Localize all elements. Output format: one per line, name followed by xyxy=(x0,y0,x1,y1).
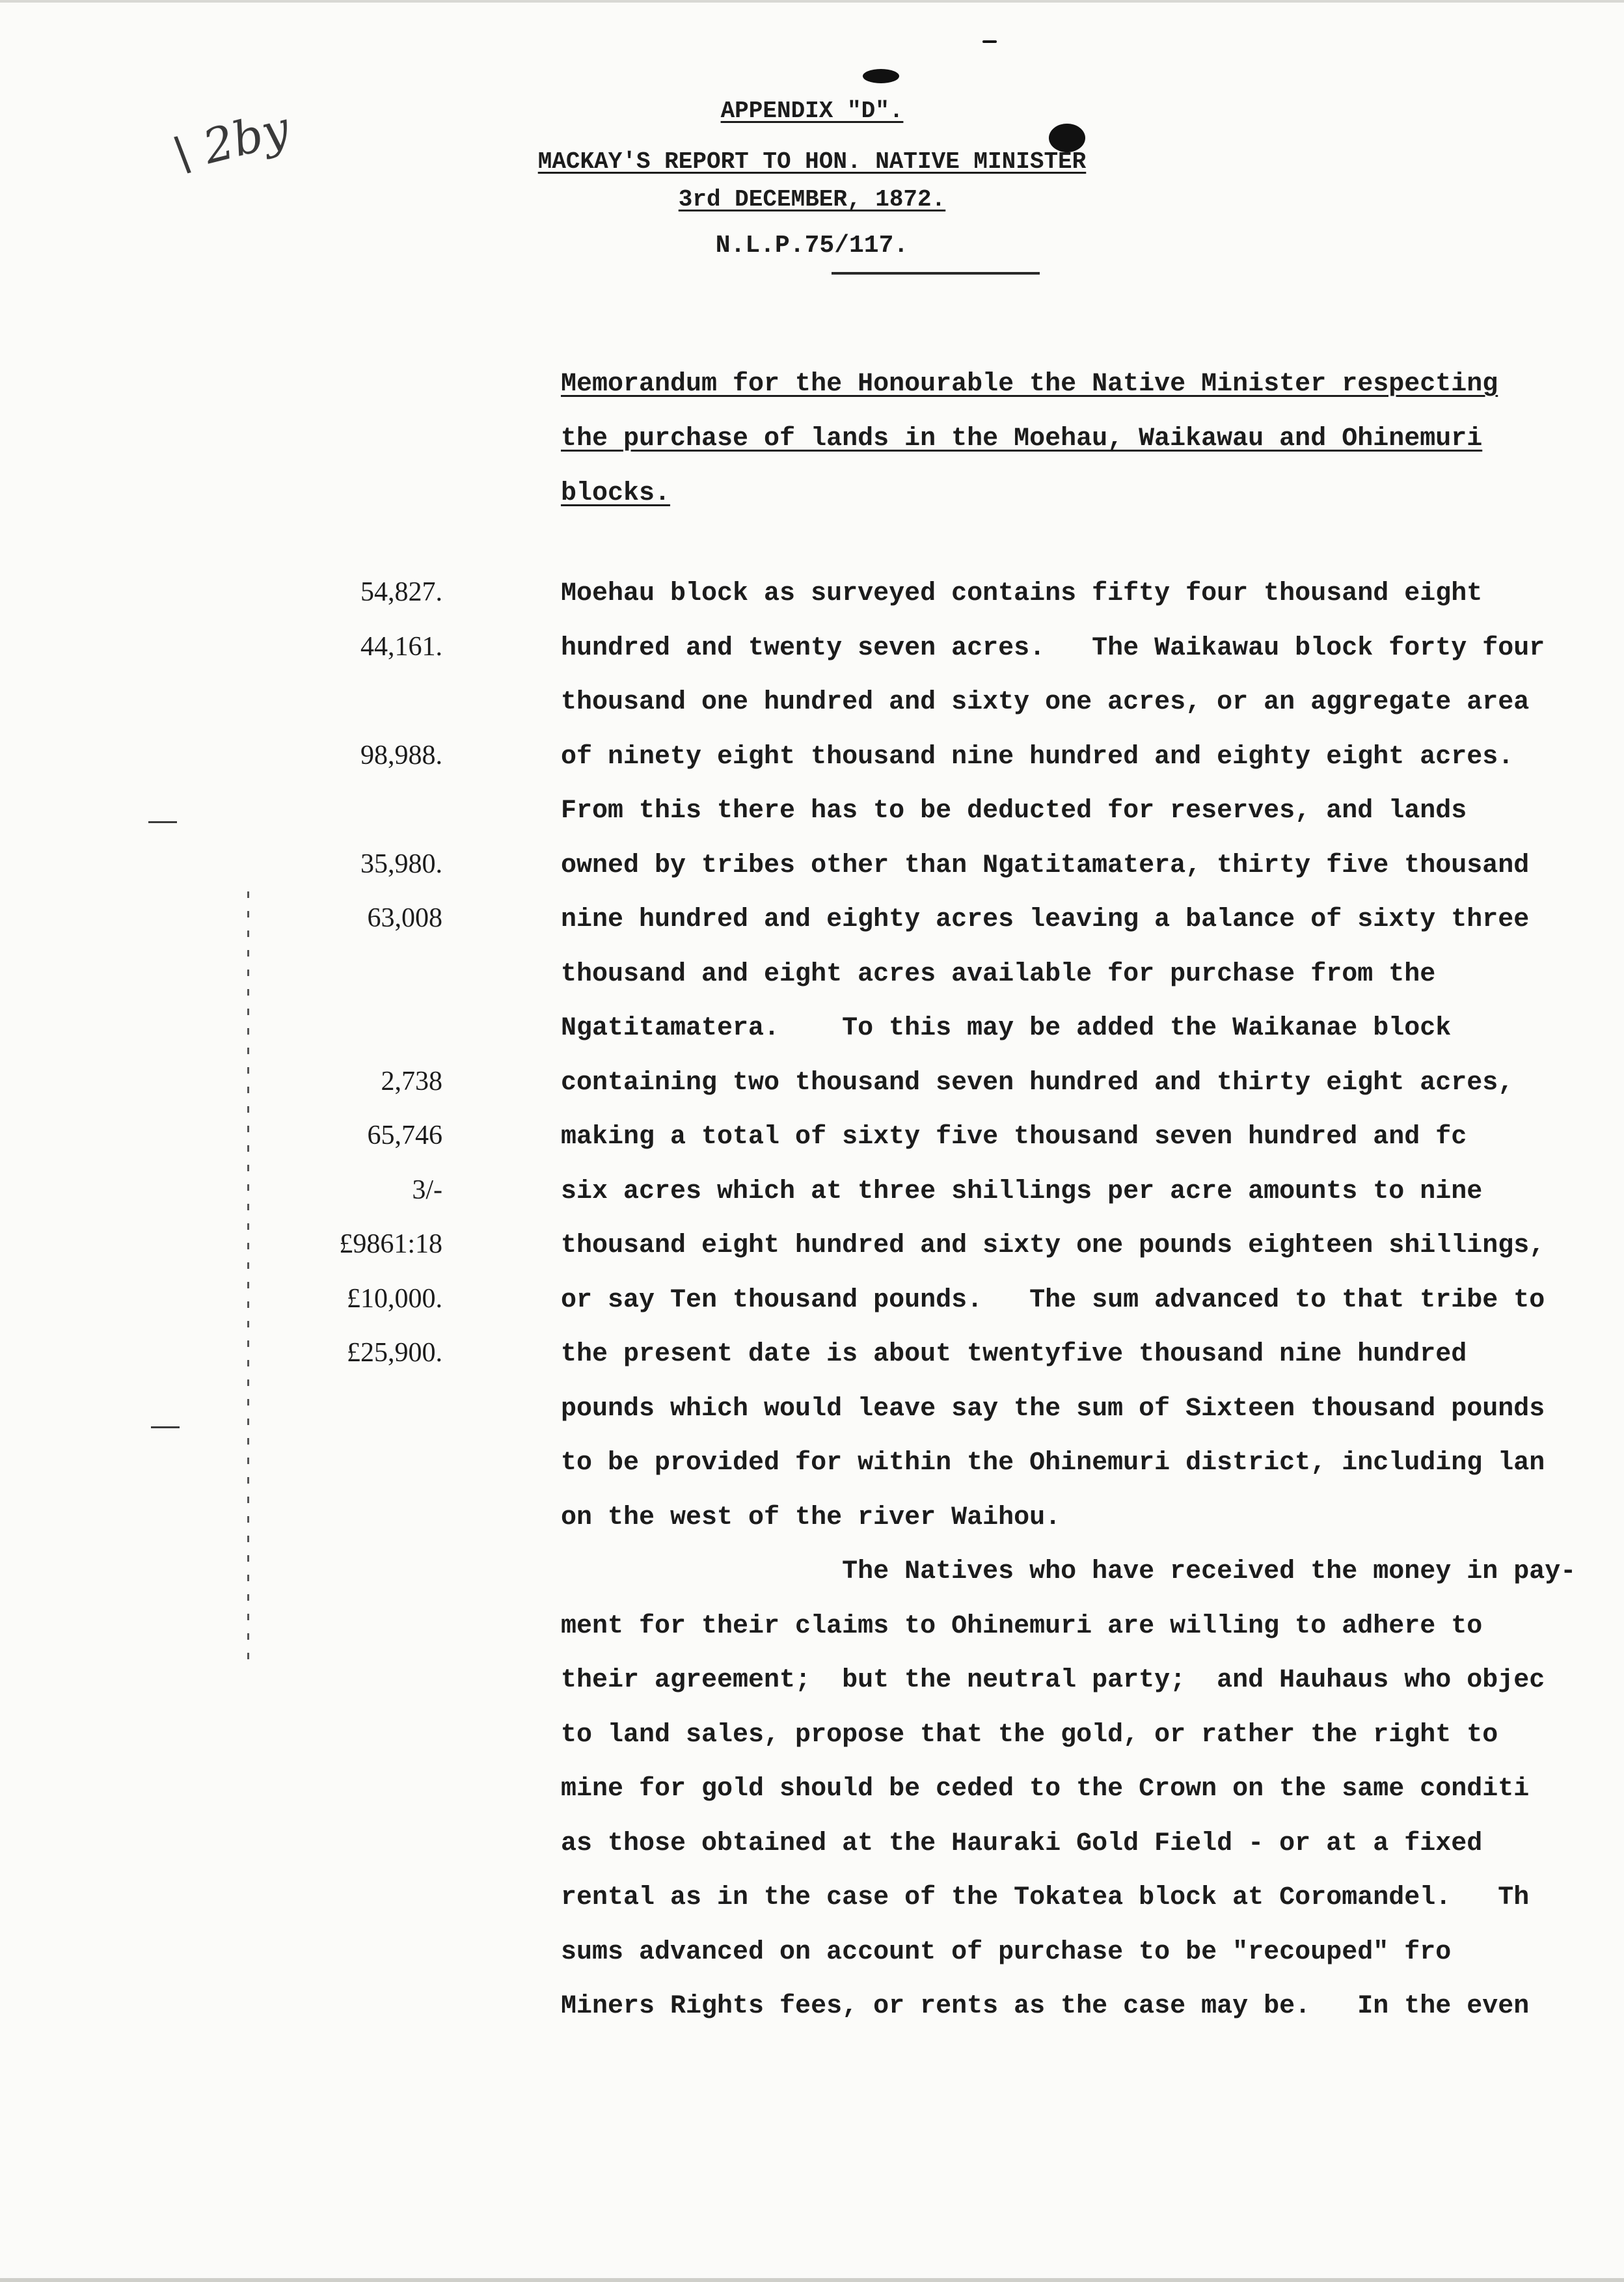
memo-body-line: their agreement; but the neutral party; and Hauhaus who objec xyxy=(561,1666,1545,1695)
memo-body-line: of ninety eight thousand nine hundred and eighty eight acres. xyxy=(561,742,1514,772)
memo-body-line: making a total of sixty five thousand seven hundred and fc xyxy=(561,1122,1467,1152)
memo-body-line: mine for gold should be ceded to the Crown on the same conditi xyxy=(561,1774,1530,1804)
memo-body-line: thousand one hundred and sixty one acres, or an aggregate area xyxy=(561,688,1530,717)
memo-body-line: Moehau block as surveyed contains fifty four thousand eight xyxy=(561,579,1483,608)
memo-body-line: containing two thousand seven hundred and thirty eight acres, xyxy=(561,1068,1514,1098)
memo-body-line: as those obtained at the Hauraki Gold Field - or at a fixed xyxy=(561,1828,1483,1858)
page-bottom-edge xyxy=(0,2278,1624,2282)
margin-figure: 54,827. xyxy=(360,577,442,607)
memo-body-line: owned by tribes other than Ngatitamatera, thirty five thousand xyxy=(561,850,1530,880)
margin-figure: 3/- xyxy=(412,1175,442,1205)
memo-body-line: sums advanced on account of purchase to be "recouped" fro xyxy=(561,1937,1452,1967)
memo-body-line: thousand eight hundred and sixty one pounds eighteen shillings, xyxy=(561,1231,1545,1260)
margin-figure: 44,161. xyxy=(360,631,442,662)
memo-body-line: nine hundred and eighty acres leaving a balance of sixty three xyxy=(561,905,1530,934)
memo-body-line: pounds which would leave say the sum of Sixteen thousand pounds xyxy=(561,1394,1545,1424)
memo-body-line: to land sales, propose that the gold, or rather the right to xyxy=(561,1720,1498,1750)
margin-figure: £9861:18 xyxy=(339,1229,442,1259)
page-top-edge xyxy=(0,0,1624,3)
memo-title-line: Memorandum for the Honourable the Native Minister respecting xyxy=(561,370,1498,399)
reference-number: N.L.P.75/117. xyxy=(715,232,909,260)
memo-body-line: the present date is about twentyfive thousand nine hundred xyxy=(561,1340,1467,1369)
report-title: MACKAY'S REPORT TO HON. NATIVE MINISTER xyxy=(537,148,1087,175)
memo-title-line: the purchase of lands in the Moehau, Waikawau and Ohinemuri xyxy=(561,424,1483,454)
ink-speck xyxy=(982,40,997,43)
report-date: 3rd DECEMBER, 1872. xyxy=(678,186,946,213)
margin-figure: 63,008 xyxy=(367,903,442,933)
appendix-heading: APPENDIX "D". xyxy=(720,98,904,124)
memo-body-line: thousand and eight acres available for purchase from the xyxy=(561,959,1436,989)
memo-title-line: blocks. xyxy=(561,479,671,508)
memo-body-line: hundred and twenty seven acres. The Waikawau block forty four xyxy=(561,633,1545,663)
memo-body-line: From this there has to be deducted for reserves, and lands xyxy=(561,796,1467,826)
margin-figure: £10,000. xyxy=(347,1283,442,1314)
memo-body-line: rental as in the case of the Tokatea block at Coromandel. Th xyxy=(561,1883,1530,1912)
memo-body-line: or say Ten thousand pounds. The sum advanced to that tribe to xyxy=(561,1285,1545,1315)
binding-edge xyxy=(247,891,249,1672)
memo-body-line: The Natives who have received the money in pay- xyxy=(561,1557,1577,1586)
reference-underline xyxy=(832,272,1040,275)
margin-tick xyxy=(151,1426,180,1428)
margin-figure: 98,988. xyxy=(360,740,442,770)
memo-body-line: to be provided for within the Ohinemuri district, including lan xyxy=(561,1448,1545,1478)
memo-body-line: Ngatitamatera. To this may be added the Waikanae block xyxy=(561,1014,1452,1043)
memo-body-line: on the west of the river Waihou. xyxy=(561,1502,1061,1532)
memo-body-line: Miners Rights fees, or rents as the case may be. In the even xyxy=(561,1992,1530,2021)
memo-body-line: six acres which at three shillings per acre amounts to nine xyxy=(561,1176,1483,1206)
margin-tick xyxy=(148,821,177,823)
ink-blot xyxy=(863,69,899,83)
handwritten-annotation: \ 2by xyxy=(168,100,295,182)
memo-body-line: ment for their claims to Ohinemuri are willing to adhere to xyxy=(561,1611,1483,1641)
margin-figure: 35,980. xyxy=(360,849,442,879)
margin-figure: 2,738 xyxy=(381,1066,442,1096)
margin-figure: £25,900. xyxy=(347,1338,442,1368)
margin-figure: 65,746 xyxy=(367,1121,442,1150)
